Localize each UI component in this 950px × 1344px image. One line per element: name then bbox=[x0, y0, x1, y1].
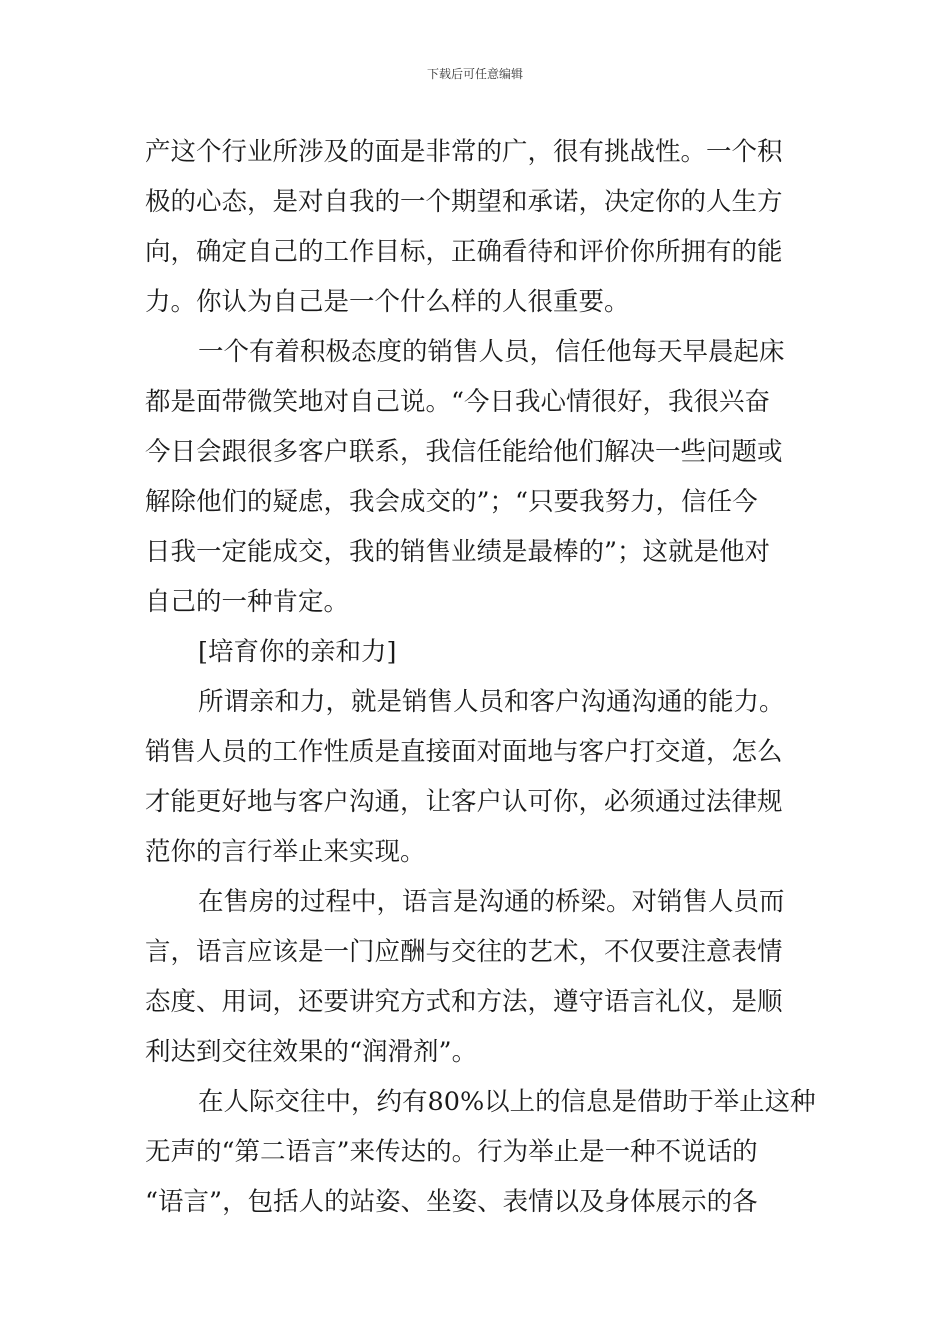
text-line: 态度、用词，还要讲究方式和方法，遵守语言礼仪，是顺 bbox=[145, 987, 783, 1017]
text-line: 今日会跟很多客户联系，我信任能给他们解决一些问题或 bbox=[145, 437, 783, 467]
text-line: 销售人员的工作性质是直接面对面地与客户打交道，怎么 bbox=[145, 737, 783, 767]
page-header: 下载后可任意编辑 bbox=[426, 67, 523, 81]
section-heading: [培育你的亲和力] bbox=[198, 637, 397, 667]
text-line: 极的心态，是对自我的一个期望和承诺，决定你的人生方 bbox=[145, 187, 783, 217]
text-line: 日我一定能成交，我的销售业绩是最棒的”；这就是他对 bbox=[145, 537, 771, 567]
text-line: 解除他们的疑虑，我会成交的”；“只要我努力，信任今 bbox=[145, 487, 758, 517]
text-line: 自己的一种肯定。 bbox=[145, 587, 350, 617]
text-line: “语言”，包括人的站姿、坐姿、表情以及身体展示的各 bbox=[145, 1187, 758, 1217]
text-line: 才能更好地与客户沟通，让客户认可你，必须通过法律规 bbox=[145, 787, 783, 817]
text-line: 力。你认为自己是一个什么样的人很重要。 bbox=[145, 287, 630, 317]
text-line: 向，确定自己的工作目标，正确看待和评价你所拥有的能 bbox=[145, 237, 783, 267]
text-line: 言，语言应该是一门应酬与交往的艺术，不仅要注意表情 bbox=[145, 937, 783, 967]
text-line: 范你的言行举止来实现。 bbox=[145, 837, 426, 867]
document-body bbox=[145, 127, 816, 1227]
text-line: 所谓亲和力，就是销售人员和客户沟通沟通的能力。 bbox=[198, 687, 785, 717]
text-line: 都是面带微笑地对自己说。“今日我心情很好，我很兴奋 bbox=[145, 387, 771, 417]
text-line: 产这个行业所涉及的面是非常的广，很有挑战性。一个积 bbox=[145, 137, 783, 167]
text-line: 在人际交往中，约有80%以上的信息是借助于举止这种 bbox=[198, 1087, 816, 1117]
text-line: 在售房的过程中，语言是沟通的桥梁。对销售人员而 bbox=[198, 887, 785, 917]
text-line: 无声的“第二语言”来传达的。行为举止是一种不说话的 bbox=[145, 1137, 758, 1167]
text-line: 利达到交往效果的“润滑剂”。 bbox=[145, 1037, 478, 1067]
text-line: 一个有着积极态度的销售人员，信任他每天早晨起床 bbox=[198, 337, 785, 367]
